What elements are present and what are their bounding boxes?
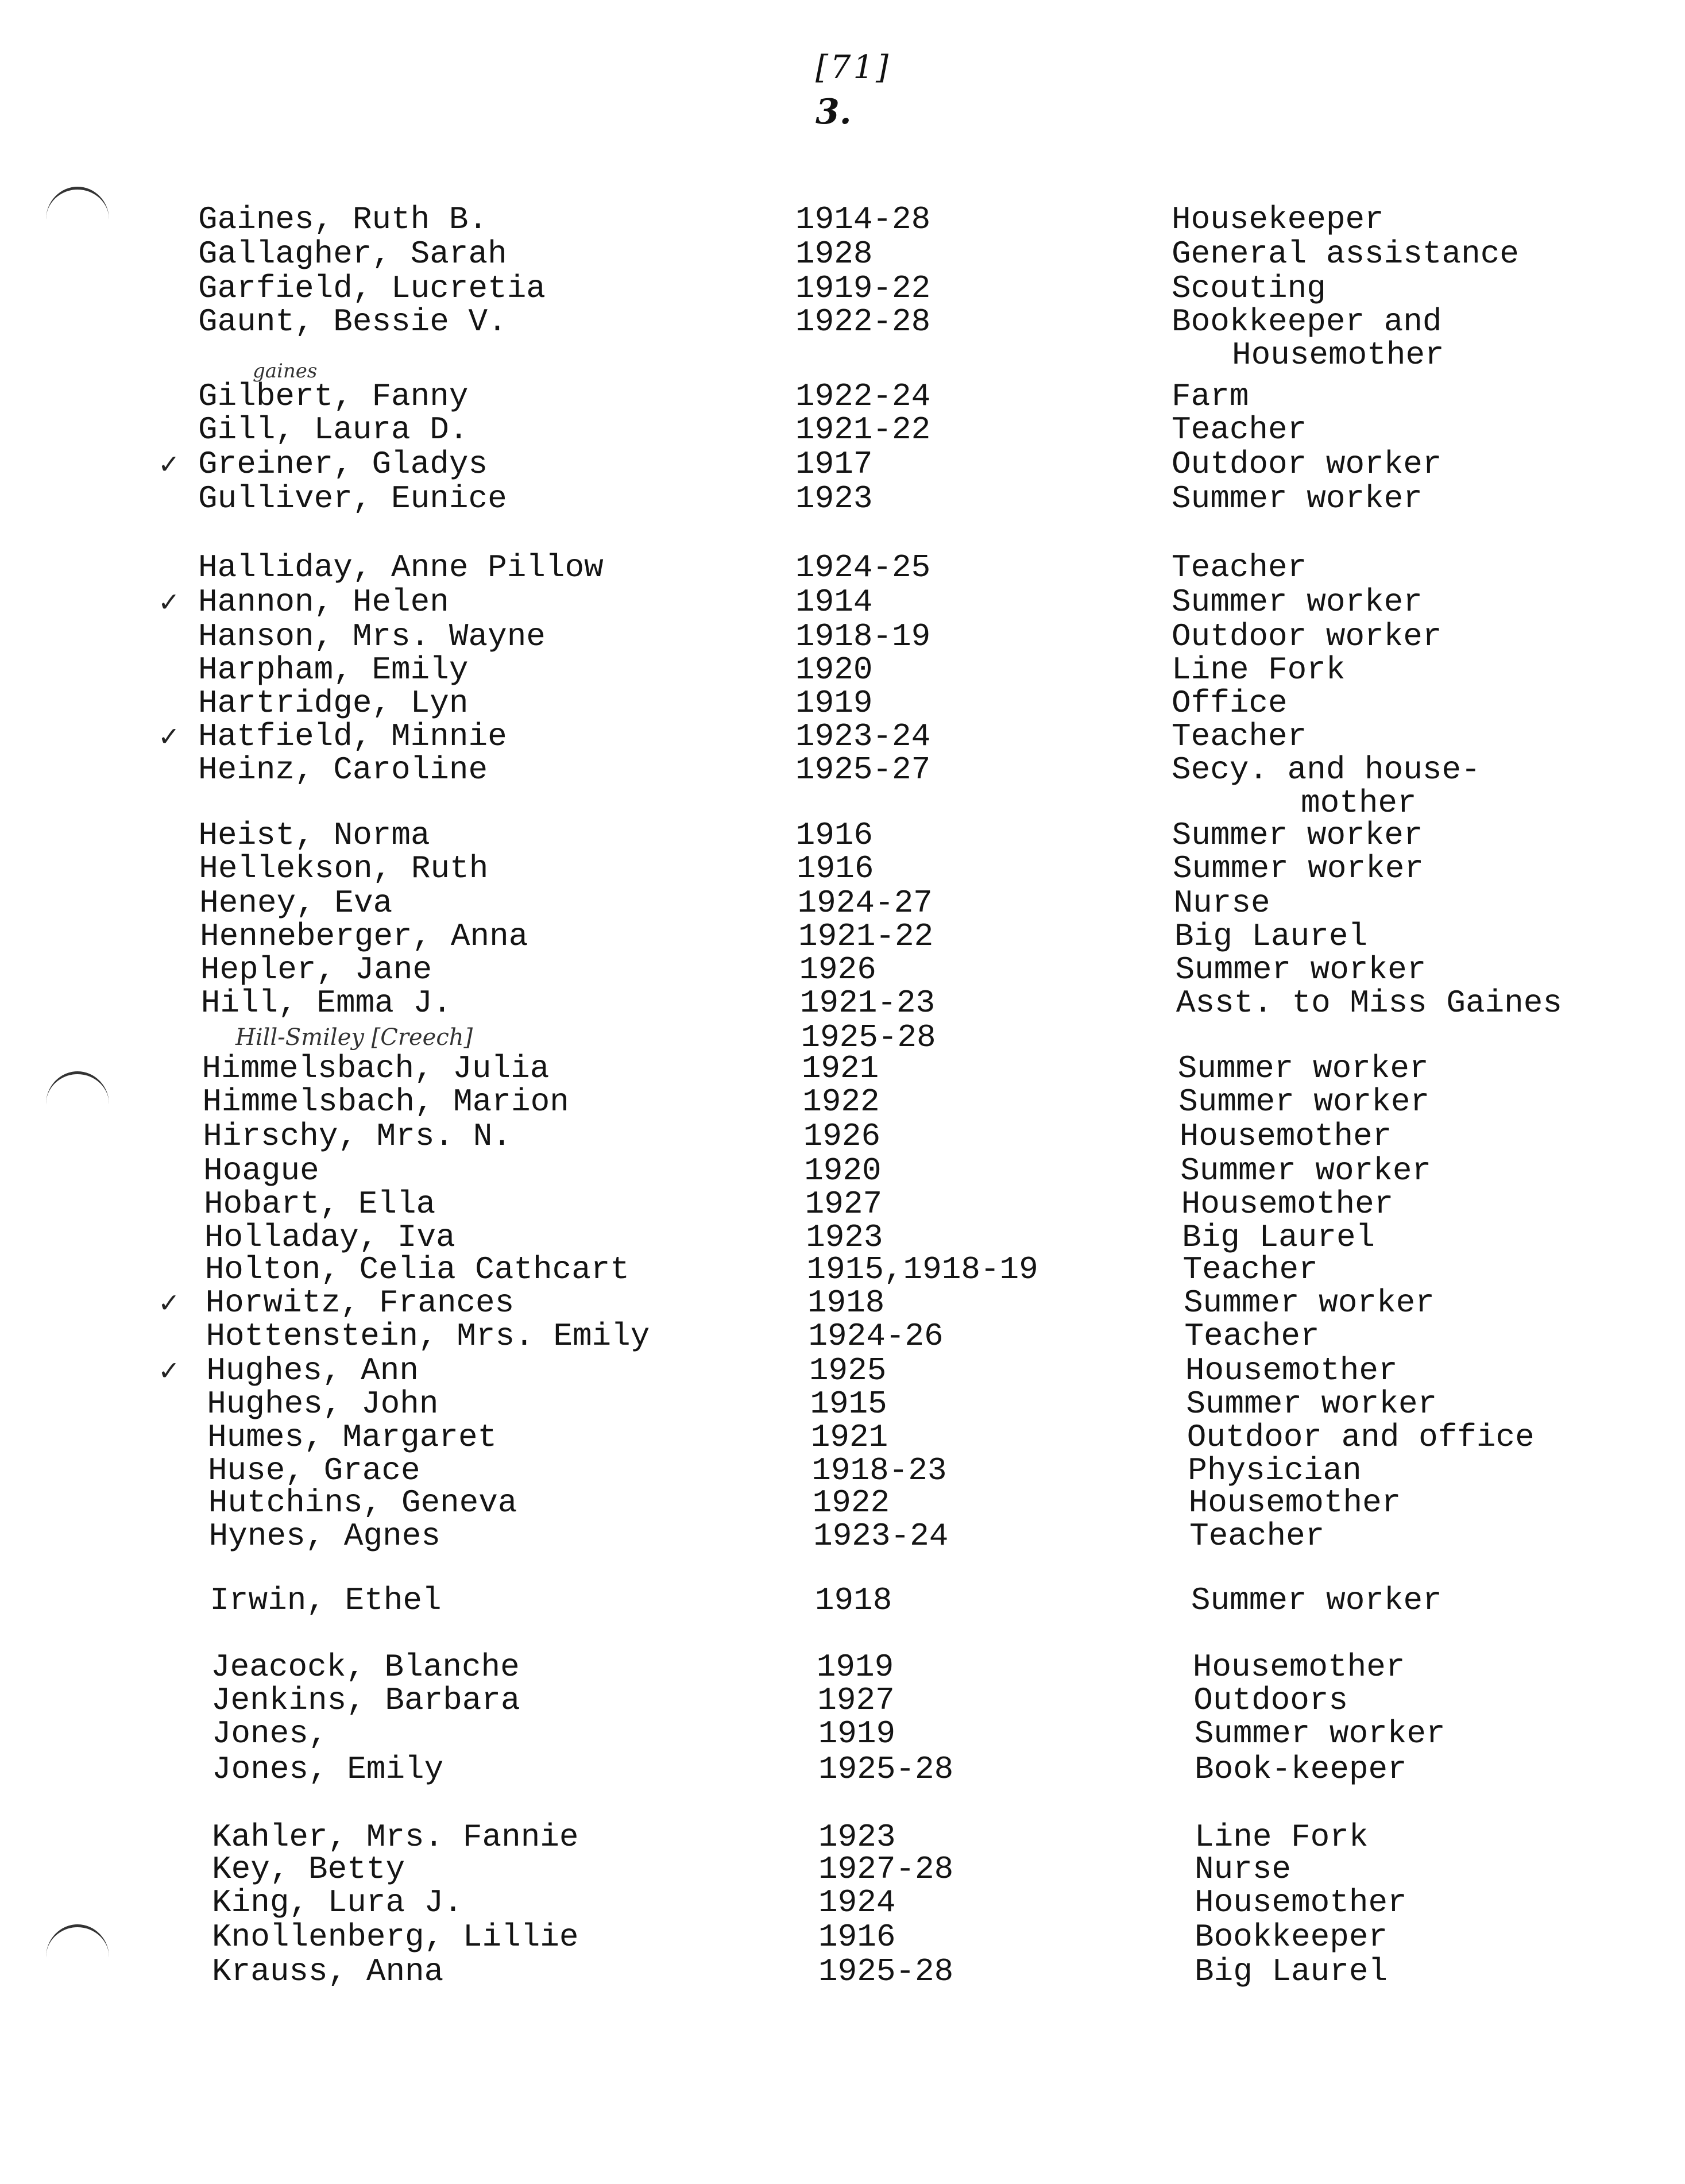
service-years: 1924 bbox=[818, 1884, 896, 1921]
position-role: Teacher bbox=[1184, 1318, 1320, 1355]
staff-name: Key, Betty bbox=[212, 1851, 405, 1888]
service-years: 1918-23 bbox=[811, 1452, 947, 1489]
table-row bbox=[0, 447, 1685, 481]
position-role: Teacher bbox=[1172, 718, 1307, 755]
position-role-continued: Housemother bbox=[1232, 337, 1444, 373]
position-role: General assistance bbox=[1172, 236, 1519, 272]
staff-name: Gallagher, Sarah bbox=[198, 236, 507, 272]
table-row bbox=[0, 237, 1685, 271]
position-role: Summer worker bbox=[1191, 1582, 1442, 1619]
table-row bbox=[0, 851, 1685, 886]
staff-name: Greiner, Gladys bbox=[198, 446, 488, 483]
staff-name: Knollenberg, Lillie bbox=[212, 1919, 579, 1955]
staff-name: Irwin, Ethel bbox=[210, 1582, 442, 1619]
table-row bbox=[0, 1187, 1685, 1221]
position-role: Outdoor and office bbox=[1187, 1419, 1535, 1456]
table-row bbox=[0, 271, 1685, 306]
staff-name: Henneberger, Anna bbox=[200, 918, 528, 955]
table-row bbox=[0, 1885, 1685, 1920]
service-years: 1922-28 bbox=[795, 303, 931, 340]
service-years: 1921-22 bbox=[795, 411, 931, 448]
checkmark-icon: ✓ bbox=[158, 721, 180, 752]
position-role: Teacher bbox=[1182, 1251, 1318, 1288]
service-years: 1919-22 bbox=[795, 270, 931, 307]
service-years: 1919 bbox=[795, 685, 873, 721]
service-years: 1926 bbox=[803, 1118, 881, 1155]
table-row bbox=[0, 1852, 1685, 1886]
position-role: Secy. and house- bbox=[1172, 751, 1481, 788]
table-row bbox=[0, 550, 1685, 585]
position-role: Summer worker bbox=[1186, 1386, 1437, 1422]
position-role: Office bbox=[1172, 685, 1288, 721]
staff-name: Hannon, Helen bbox=[198, 584, 449, 620]
table-row bbox=[0, 481, 1685, 516]
position-role: Nurse bbox=[1173, 885, 1270, 921]
table-row bbox=[0, 1519, 1685, 1553]
staff-name: Gaunt, Bessie V. bbox=[198, 303, 507, 340]
staff-name: Hughes, John bbox=[207, 1386, 439, 1422]
service-years: 1925-27 bbox=[795, 751, 931, 788]
position-role: Line Fork bbox=[1172, 651, 1346, 688]
service-years: 1923-24 bbox=[795, 718, 931, 755]
position-role: Housemother bbox=[1181, 1186, 1394, 1222]
service-years: 1920 bbox=[795, 651, 873, 688]
table-row bbox=[0, 202, 1685, 237]
staff-name: Harpham, Emily bbox=[198, 651, 469, 688]
service-years: 1921 bbox=[810, 1419, 888, 1456]
checkmark-icon: ✓ bbox=[158, 1287, 180, 1318]
staff-name: Hutchins, Geneva bbox=[208, 1484, 517, 1521]
service-years: 1919 bbox=[818, 1715, 896, 1752]
position-role: Summer worker bbox=[1183, 1284, 1435, 1321]
service-years: 1927 bbox=[817, 1682, 895, 1719]
table-row bbox=[0, 1420, 1685, 1454]
staff-name: Holladay, Iva bbox=[204, 1219, 455, 1256]
table-row bbox=[0, 1954, 1685, 1989]
position-role: Teacher bbox=[1189, 1518, 1325, 1554]
bracket-page-note: [71] bbox=[816, 49, 891, 86]
position-role: Teacher bbox=[1172, 549, 1307, 586]
table-row bbox=[0, 1119, 1685, 1153]
position-role: Housekeeper bbox=[1172, 201, 1384, 238]
staff-name: Jones, bbox=[211, 1715, 328, 1752]
service-years: 1925-28 bbox=[818, 1751, 954, 1788]
staff-name: Hatfield, Minnie bbox=[198, 718, 507, 755]
service-years: 1919 bbox=[816, 1649, 894, 1685]
position-role: Big Laurel bbox=[1182, 1219, 1375, 1256]
staff-name: Jeacock, Blanche bbox=[211, 1649, 520, 1685]
service-years: 1927-28 bbox=[818, 1851, 954, 1888]
staff-name: Garfield, Lucretia bbox=[198, 270, 546, 307]
service-years: 1926 bbox=[799, 951, 876, 988]
staff-name: Hanson, Mrs. Wayne bbox=[198, 618, 546, 655]
service-years: 1918-19 bbox=[795, 618, 931, 655]
table-row bbox=[0, 1051, 1685, 1086]
table-row bbox=[0, 1319, 1685, 1353]
service-years: 1923 bbox=[806, 1219, 883, 1256]
staff-name: Jenkins, Barbara bbox=[211, 1682, 520, 1719]
staff-name: Hirschy, Mrs. N. bbox=[203, 1118, 512, 1155]
position-role: Housemother bbox=[1188, 1484, 1401, 1521]
table-row bbox=[0, 1353, 1685, 1388]
service-years: 1925-28 bbox=[818, 1953, 954, 1990]
position-role: Summer worker bbox=[1172, 817, 1423, 854]
table-row bbox=[0, 1920, 1685, 1954]
service-years: 1927 bbox=[805, 1186, 883, 1222]
position-role: Summer worker bbox=[1172, 480, 1423, 517]
service-years: 1924-26 bbox=[808, 1318, 944, 1355]
position-role: Nurse bbox=[1195, 1851, 1292, 1888]
service-years: 1915 bbox=[810, 1386, 887, 1422]
table-row bbox=[0, 1650, 1685, 1684]
service-years: 1914-28 bbox=[795, 201, 931, 238]
position-role: Bookkeeper and bbox=[1172, 303, 1442, 340]
table-row bbox=[0, 751, 1685, 821]
table-row bbox=[0, 1252, 1685, 1287]
staff-name: Hottenstein, Mrs. Emily bbox=[206, 1318, 650, 1355]
position-role: Summer worker bbox=[1180, 1152, 1432, 1189]
staff-name: Heist, Norma bbox=[198, 817, 430, 854]
staff-name: Huse, Grace bbox=[207, 1452, 420, 1489]
service-years: 1925-28 bbox=[801, 1019, 936, 1056]
checkmark-icon: ✓ bbox=[158, 586, 180, 618]
table-row bbox=[0, 1153, 1685, 1188]
service-years: 1918 bbox=[807, 1284, 885, 1321]
table-row bbox=[0, 1820, 1685, 1854]
position-role: Summer worker bbox=[1173, 850, 1424, 887]
staff-name: Himmelsbach, Julia bbox=[202, 1050, 550, 1087]
position-role: Outdoors bbox=[1193, 1682, 1348, 1719]
table-row bbox=[0, 1220, 1685, 1255]
position-role: Teacher bbox=[1172, 411, 1307, 448]
service-years: 1917 bbox=[795, 446, 873, 483]
table-row bbox=[0, 886, 1685, 920]
service-years: 1923-24 bbox=[813, 1518, 949, 1554]
staff-name: Heinz, Caroline bbox=[198, 751, 488, 788]
position-role: Bookkeeper bbox=[1195, 1919, 1388, 1955]
table-row bbox=[0, 686, 1685, 720]
table-row bbox=[0, 1286, 1685, 1320]
service-years: 1915,1918-19 bbox=[806, 1251, 1038, 1288]
staff-name: Hepler, Jane bbox=[200, 951, 432, 988]
service-years: 1922-24 bbox=[795, 378, 931, 415]
table-row bbox=[0, 986, 1685, 1020]
staff-name: Halliday, Anne Pillow bbox=[198, 549, 604, 586]
service-years: 1914 bbox=[795, 584, 873, 620]
table-row bbox=[0, 1583, 1685, 1618]
service-years: 1922 bbox=[812, 1484, 890, 1521]
position-role: Summer worker bbox=[1172, 584, 1423, 620]
position-role: Book-keeper bbox=[1195, 1751, 1407, 1788]
staff-name: Hill, Emma J. bbox=[200, 985, 452, 1021]
position-role: Outdoor worker bbox=[1172, 618, 1442, 655]
position-role: Summer worker bbox=[1175, 951, 1427, 988]
position-role: Housemother bbox=[1192, 1649, 1405, 1685]
page-number: 3. bbox=[816, 92, 852, 132]
table-row bbox=[0, 1085, 1685, 1119]
staff-name: Heney, Eva bbox=[199, 885, 393, 921]
table-row bbox=[0, 653, 1685, 687]
service-years: 1923 bbox=[795, 480, 873, 517]
table-row bbox=[0, 585, 1685, 619]
staff-name: Gilbert, Fanny bbox=[198, 378, 469, 415]
staff-name: Hynes, Agnes bbox=[208, 1518, 440, 1554]
service-years: 1928 bbox=[795, 236, 873, 272]
table-row bbox=[0, 360, 1685, 415]
position-role: Housemother bbox=[1185, 1352, 1398, 1389]
table-row bbox=[0, 1485, 1685, 1520]
table-row bbox=[0, 1752, 1685, 1786]
table-row bbox=[0, 1453, 1685, 1488]
table-row bbox=[0, 412, 1685, 447]
table-row bbox=[0, 1683, 1685, 1718]
staff-name: Himmelsbach, Marion bbox=[202, 1083, 569, 1120]
table-row bbox=[0, 952, 1685, 987]
staff-name: Hartridge, Lyn bbox=[198, 685, 469, 721]
staff-name: Gaines, Ruth B. bbox=[198, 201, 488, 238]
table-row bbox=[0, 1020, 1685, 1055]
position-role: Asst. to Miss Gaines bbox=[1176, 985, 1562, 1021]
checkmark-icon: ✓ bbox=[158, 1355, 180, 1386]
staff-name: Horwitz, Frances bbox=[205, 1284, 515, 1321]
service-years: 1924-25 bbox=[795, 549, 931, 586]
staff-name: Jones, Emily bbox=[212, 1751, 444, 1788]
staff-name: Krauss, Anna bbox=[212, 1953, 444, 1990]
checkmark-icon: ✓ bbox=[158, 449, 180, 480]
service-years: 1920 bbox=[804, 1152, 882, 1189]
staff-name: King, Lura J. bbox=[212, 1884, 463, 1921]
position-role: Line Fork bbox=[1195, 1819, 1369, 1855]
service-years: 1921 bbox=[801, 1050, 879, 1087]
staff-name: Hellekson, Ruth bbox=[199, 850, 489, 887]
staff-name: Holton, Celia Cathcart bbox=[204, 1251, 630, 1288]
position-role: Summer worker bbox=[1194, 1715, 1446, 1752]
service-years: 1921-22 bbox=[798, 918, 934, 955]
staff-name: Gill, Laura D. bbox=[198, 411, 469, 448]
table-row bbox=[0, 1716, 1685, 1751]
handwritten-annotation: gaines bbox=[253, 360, 318, 383]
service-years: 1916 bbox=[797, 850, 874, 887]
service-years: 1925 bbox=[809, 1352, 887, 1389]
service-years: 1916 bbox=[818, 1919, 896, 1955]
table-row bbox=[0, 619, 1685, 654]
service-years: 1924-27 bbox=[797, 885, 933, 921]
table-row bbox=[0, 818, 1685, 852]
handwritten-annotation: Hill-Smiley [Creech] bbox=[235, 1024, 473, 1051]
staff-name: Kahler, Mrs. Fannie bbox=[212, 1819, 579, 1855]
service-years: 1923 bbox=[818, 1819, 896, 1855]
service-years: 1921-23 bbox=[799, 985, 936, 1021]
service-years: 1916 bbox=[795, 817, 874, 854]
staff-name: Hughes, Ann bbox=[206, 1352, 419, 1389]
table-row bbox=[0, 1387, 1685, 1421]
position-role-continued: mother bbox=[1301, 785, 1417, 821]
table-row bbox=[0, 719, 1685, 754]
staff-name: Humes, Margaret bbox=[207, 1419, 497, 1456]
staff-name: Gulliver, Eunice bbox=[198, 480, 507, 517]
position-role: Physician bbox=[1188, 1452, 1362, 1489]
position-role: Summer worker bbox=[1178, 1083, 1430, 1120]
position-role: Housemother bbox=[1195, 1884, 1407, 1921]
position-role: Big Laurel bbox=[1174, 918, 1368, 955]
service-years: 1922 bbox=[802, 1083, 880, 1120]
position-role: Summer worker bbox=[1177, 1050, 1429, 1087]
position-role: Housemother bbox=[1179, 1118, 1392, 1155]
table-row bbox=[0, 919, 1685, 954]
staff-name: Hoague bbox=[203, 1152, 319, 1189]
service-years: 1918 bbox=[814, 1582, 892, 1619]
position-role: Farm bbox=[1172, 378, 1249, 415]
position-role: Big Laurel bbox=[1195, 1953, 1388, 1990]
position-role: Scouting bbox=[1172, 270, 1326, 307]
staff-name: Hobart, Ella bbox=[203, 1186, 436, 1222]
position-role: Outdoor worker bbox=[1172, 446, 1442, 483]
